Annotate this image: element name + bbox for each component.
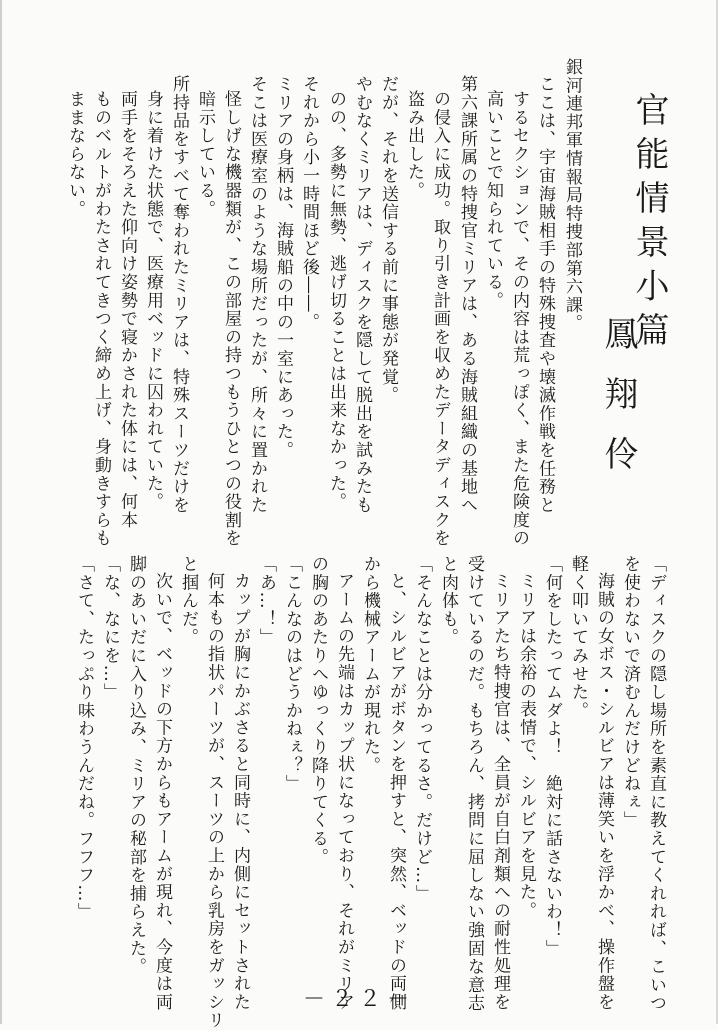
text-column: カップが胸にかぶさると同時に、内側にセットされた xyxy=(230,572,250,1012)
page-number: －２２－ xyxy=(302,987,415,1012)
text-column: アームの先端はカップ状になっており、それがミリア xyxy=(334,572,354,1012)
text-column: ものベルトがわたされてきつく締め上げ、身動きすらも xyxy=(91,90,111,548)
text-column: するセクションで、その内容は荒っぽく、また危険度の xyxy=(509,90,529,548)
author-name: 鳳翔伶 xyxy=(598,316,638,496)
text-column: 「そんなことは分かってるさ。だけど…」 xyxy=(412,555,432,903)
text-column: それから小一時間ほど後――。 xyxy=(299,75,319,332)
text-column: 怪しげな機器類が、この部屋の持つもうひとつの役割を xyxy=(221,90,241,548)
text-column: 受けているのだ。もちろん、拷問に屈しない強固な意志 xyxy=(464,555,484,1013)
text-column: 所持品をすべて奪われたミリアは、特殊スーツだけを xyxy=(169,75,189,515)
text-column: 脚のあいだに入り込み、ミリアの秘部を捕らえた。 xyxy=(126,555,146,976)
text-column: の胸のあたりへゆっくり降りてくる。 xyxy=(308,555,328,867)
text-column: ままならない。 xyxy=(65,90,85,219)
text-column: と肉体も。 xyxy=(438,555,458,647)
text-column: のの、多勢に無勢、逃げ切ることは出来なかった。 xyxy=(326,90,346,511)
text-column: 「な、なにを…」 xyxy=(100,555,120,702)
text-column: 次いで、ベッドの下方からもアームが現れ、今度は両 xyxy=(152,572,172,1012)
text-column: 軽く叩いてみせた。 xyxy=(568,555,588,720)
text-column: 暗示している。 xyxy=(195,90,215,219)
text-column: 「こんなのはどうかねぇ？」 xyxy=(282,555,302,793)
text-column: ミリアたち特捜官は、全員が自白剤類への耐性処理を xyxy=(490,572,510,1012)
text-column: 高いことで知られている。 xyxy=(483,90,503,310)
text-column: と掴んだ。 xyxy=(178,555,198,647)
text-column: と、シルビアがボタンを押すと、突然、ベッドの両側 xyxy=(386,572,406,1012)
text-column: 銀河連邦軍情報局特捜部第六課。 xyxy=(562,58,582,333)
text-column: そこは医療室のような場所だったが、所々に置かれた xyxy=(247,75,267,515)
story-title: 官能情景小篇 xyxy=(629,92,669,356)
text-column: やむなくミリアは、ディスクを隠して脱出を試みたも xyxy=(352,75,372,515)
text-column: を使わないで済むんだけどねぇ」 xyxy=(620,555,640,830)
text-column: 「何をしたってムダよ！ 絶対に話さないわ！」 xyxy=(542,555,562,958)
text-column: 「ディスクの隠し場所を素直に教えてくれれば、こいつ xyxy=(646,555,666,1013)
text-column: 何本もの指状パーツが、スーツの上から乳房をガッシリ xyxy=(204,572,224,1030)
text-column: 海賊の女ボス・シルビアは薄笑いを浮かべ、操作盤を xyxy=(594,572,614,1012)
text-column: 「さて、たっぷり味わうんだね。フフフ…」 xyxy=(74,555,94,921)
text-column: だが、それを送信する前に事態が発覚。 xyxy=(378,75,398,405)
text-column: 身に着けた状態で、医療用ベッドに囚われていた。 xyxy=(143,90,163,511)
text-column: 第六課所属の特捜官ミリアは、ある海賊組織の基地へ xyxy=(457,75,477,515)
text-column: ここは、宇宙海賊相手の特殊捜査や壊滅作戦を任務と xyxy=(535,75,555,515)
text-column: 両手をそろえた仰向け姿勢で寝かされた体には、何本 xyxy=(117,90,137,530)
text-column: から機械アームが現れた。 xyxy=(360,555,380,775)
text-column: ミリアの身柄は、海賊船の中の一室にあった。 xyxy=(273,75,293,460)
text-column: 「あ…！」 xyxy=(256,555,276,647)
text-column: 盗み出した。 xyxy=(404,90,424,200)
text-column: の侵入に成功。取り引き計画を収めたデータディスクを xyxy=(430,90,450,548)
text-column: ミリアは余裕の表情で、シルビアを見た。 xyxy=(516,572,536,920)
